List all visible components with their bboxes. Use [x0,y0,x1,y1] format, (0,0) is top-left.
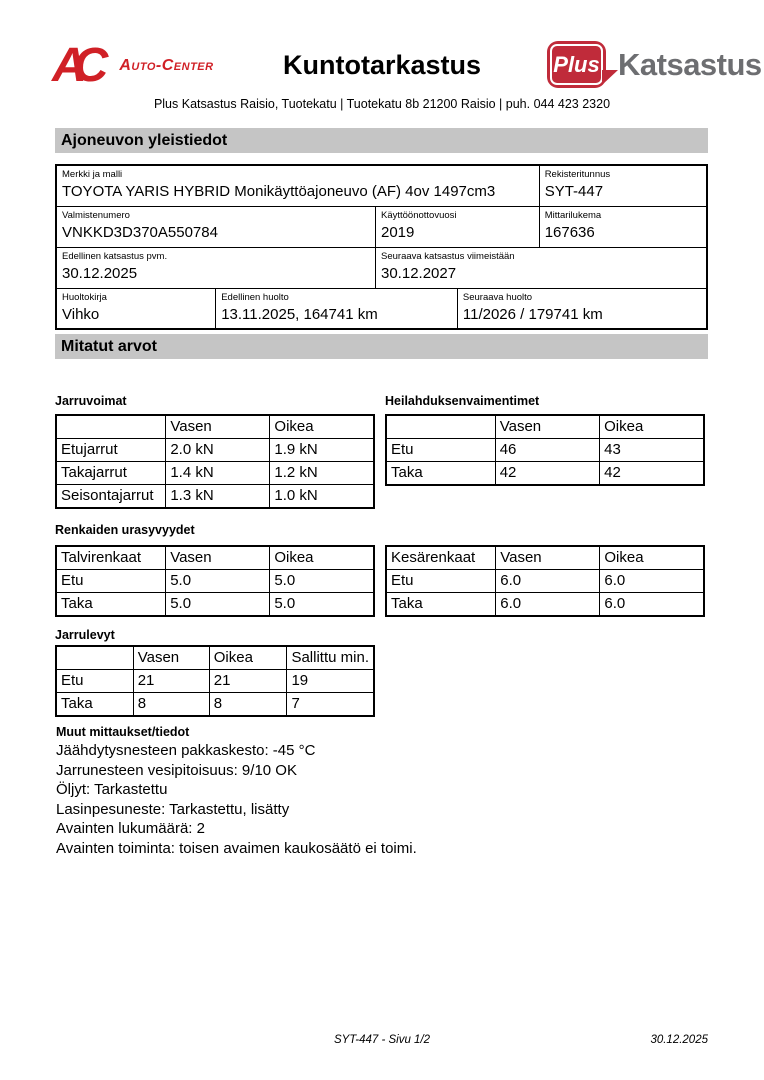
value-cell: 42 [495,462,599,486]
field-value: 2019 [381,223,415,241]
row-label: Etu [386,570,496,593]
field-merkki-ja-malli [56,165,539,206]
plus-badge-label: Plus [553,51,600,77]
page-title: Kuntotarkastus [282,50,482,80]
table-row [56,206,707,247]
header-cell [56,415,166,439]
value-cell: 2.0 kN [166,439,270,462]
misc-line-oils: Öljyt: Tarkastettu [56,781,168,798]
table-row [56,165,707,206]
value-cell: 19 [287,670,374,693]
row-label: Etu [56,670,133,693]
field-seuraava-huolto [457,288,707,329]
dampers-table-title: Heilahduksenvaimentimet [385,394,540,408]
brake-discs-table [55,645,375,717]
field-label: Käyttöönottovuosi [381,209,457,221]
vehicle-info-table [55,164,708,330]
value-cell: 7 [287,693,374,717]
brake-discs-title: Jarrulevyt [55,628,115,642]
speech-bubble-tail-icon [602,70,618,85]
value-cell: 6.0 [600,570,704,593]
brake-forces-table [55,414,375,509]
table-row [386,462,704,486]
field-label: Valmistenumero [62,209,130,221]
value-cell: 21 [209,670,287,693]
header-cell: Oikea [209,646,287,670]
header-cell: Vasen [496,546,600,570]
value-cell: 42 [600,462,704,486]
footer-date: 30.12.2025 [650,1034,708,1046]
header-cell: Sallittu min. [287,646,374,670]
value-cell: 5.0 [166,593,270,617]
table-row [56,670,374,693]
section-header-general: Ajoneuvon yleistiedot [55,128,708,153]
header-cell: Vasen [133,646,209,670]
table-header-row [386,546,704,570]
auto-center-monogram-icon: AC [52,39,96,92]
auto-center-name: Auto-Center [119,57,214,74]
field-value: SYT-447 [544,183,604,200]
misc-line-brake-fluid: Jarrunesteen vesipitoisuus: 9/10 OK [56,761,297,779]
table-row [56,462,374,485]
table-header-row [386,415,704,439]
value-cell: 1.3 kN [166,485,270,509]
header-cell: Vasen [166,415,270,439]
field-seuraava-katsastus [376,247,708,288]
winter-tyres-table [55,545,375,617]
misc-title: Muut mittaukset/tiedot [56,725,190,739]
tyre-depths-title: Renkaiden urasyvyydet [55,523,195,537]
table-header-row [56,415,374,439]
value-cell: 5.0 [166,570,270,593]
table-row [56,570,374,593]
value-cell: 5.0 [270,593,374,617]
misc-line-washer-fluid: Lasinpesuneste: Tarkastettu, lisätty [56,800,290,818]
field-value: 30.12.2025 [62,264,138,282]
shock-absorbers-table [385,414,705,486]
table-row [56,288,707,329]
value-cell: 6.0 [496,570,600,593]
field-value: Vihko [62,305,100,323]
field-valmistenumero [56,206,376,247]
plus-katsastus-logo [547,41,762,88]
summer-tyres-table [385,545,705,617]
value-cell: 1.4 kN [166,462,270,485]
table-row [56,439,374,462]
value-cell: 5.0 [270,570,374,593]
field-edellinen-huolto [216,288,458,329]
table-header-row [56,646,374,670]
field-label: Rekisteritunnus [544,169,611,180]
value-cell: 1.0 kN [270,485,374,509]
field-rekisteritunnus [539,165,707,206]
footer-page-label: SYT-447 - Sivu 1/2 [333,1034,431,1046]
value-cell: 8 [209,693,287,717]
field-label: Seuraava katsastus viimeistään [381,250,515,262]
value-cell: 1.9 kN [270,439,374,462]
field-value: 13.11.2025, 164741 km [221,305,378,323]
field-value: 167636 [544,223,595,241]
misc-measurements [56,724,656,858]
row-label: Taka [386,462,495,486]
header-cell [56,646,133,670]
table-row [386,439,704,462]
misc-line-key-function: Avainten toiminta: toisen avaimen kaukosäätö ei toimi. [56,839,417,857]
header-cell: Kesärenkaat [386,546,496,570]
header-cell: Vasen [166,546,270,570]
katsastus-wordmark: Katsastus [618,46,762,82]
field-label: Merkki ja malli [62,169,123,180]
field-huoltokirja [56,288,216,329]
field-label: Edellinen katsastus pvm. [62,250,168,262]
field-mittarilukema [539,206,707,247]
table-row [56,247,707,288]
header-cell: Oikea [600,415,704,439]
header-cell: Oikea [270,546,374,570]
field-value: 30.12.2027 [381,264,457,282]
row-label: Taka [386,593,496,617]
row-label: Etujarrut [56,439,166,462]
row-label: Taka [56,593,166,617]
field-value: 11/2026 / 179741 km [462,305,603,323]
row-label: Taka [56,693,133,717]
plus-badge-icon [547,41,606,88]
value-cell: 6.0 [496,593,600,617]
row-label: Etu [56,570,166,593]
table-row [56,593,374,617]
field-label: Mittarilukema [544,209,602,221]
header-cell: Vasen [495,415,599,439]
value-cell: 43 [600,439,704,462]
field-edellinen-katsastus [56,247,376,288]
value-cell: 8 [133,693,209,717]
row-label: Takajarrut [56,462,166,485]
value-cell: 46 [495,439,599,462]
field-label: Seuraava huolto [462,291,533,303]
field-value: TOYOTA YARIS HYBRID Monikäyttöajoneuvo (AF) 4ov 1497cm3 [62,183,496,200]
header-cell: Talvirenkaat [56,546,166,570]
table-row [56,693,374,717]
table-row [386,593,704,617]
value-cell: 1.2 kN [270,462,374,485]
field-label: Edellinen huolto [221,291,289,303]
row-label: Etu [386,439,495,462]
header-cell: Oikea [600,546,704,570]
field-label: Huoltokirja [62,291,107,303]
table-header-row [56,546,374,570]
header-cell [386,415,495,439]
misc-line-key-count: Avainten lukumäärä: 2 [56,820,205,837]
table-row [386,570,704,593]
value-cell: 21 [133,670,209,693]
field-value: VNKKD3D370A550784 [62,223,218,241]
value-cell: 6.0 [600,593,704,617]
table-row [56,485,374,509]
header-cell: Oikea [270,415,374,439]
misc-line-coolant: Jäähdytysnesteen pakkaskesto: -45 °C [56,742,316,759]
row-label: Seisontajarrut [56,485,166,509]
section-header-measured: Mitatut arvot [55,334,708,359]
field-kayttoonottovuosi [376,206,540,247]
station-address: Plus Katsastus Raisio, Tuotekatu | Tuotekatu 8b 21200 Raisio | puh. 044 423 2320 [153,97,611,111]
brakes-table-title: Jarruvoimat [55,394,127,408]
